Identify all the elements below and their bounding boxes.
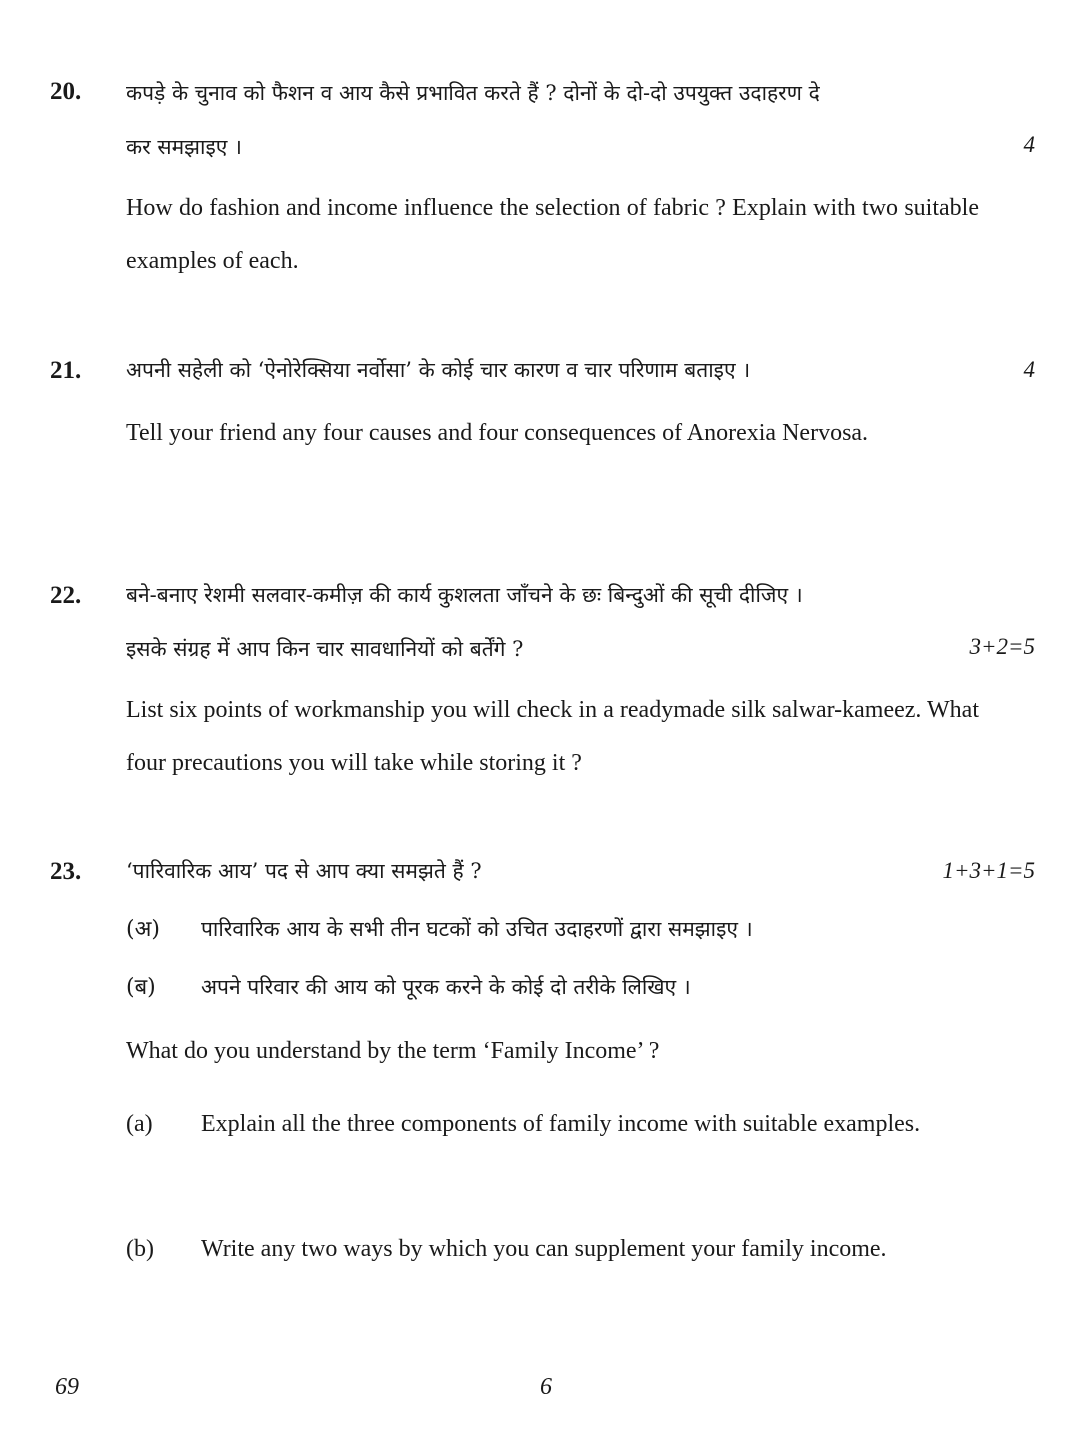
marks: 3+2=5 bbox=[969, 634, 1035, 659]
hindi-text bbox=[126, 343, 981, 397]
hindi-text bbox=[126, 66, 981, 174]
hindi-line: कर समझाइए । bbox=[126, 135, 243, 159]
subpart-label: (ब) bbox=[126, 975, 156, 1000]
hindi-line: इसके संग्रह में आप किन चार सावधानियों को बर्तेंगे ? bbox=[126, 637, 524, 661]
subpart-text: पारिवारिक आय के सभी तीन घटकों को उचित उदाहरणों द्वारा समझाइए । bbox=[201, 917, 753, 941]
paper-code: 69 bbox=[55, 1374, 79, 1400]
hindi-line: कपड़े के चुनाव को फैशन व आय कैसे प्रभावित करते हैं ? दोनों के दो-दो उपयुक्त उदाहरण दे bbox=[126, 81, 820, 105]
subpart-text: Write any two ways by which you can supplement your family income. bbox=[201, 1236, 887, 1262]
english-text: List six points of workmanship you will check in a readymade silk salwar-kameez. What four precautions you will take while storing it ? bbox=[126, 697, 979, 776]
question-number: 21. bbox=[50, 357, 82, 384]
hindi-text: ‘पारिवारिक आय’ पद से आप क्या समझते हैं ? bbox=[126, 859, 482, 883]
english-text: Tell your friend any four causes and four consequences of Anorexia Nervosa. bbox=[126, 420, 869, 446]
subpart-label: (a) bbox=[126, 1111, 153, 1137]
english-text: What do you understand by the term ‘Family Income’ ? bbox=[126, 1038, 660, 1064]
hindi-text bbox=[126, 568, 981, 676]
subpart-label: (अ) bbox=[126, 917, 160, 942]
question-number: 20. bbox=[50, 78, 82, 105]
subpart-text: Explain all the three components of family income with suitable examples. bbox=[201, 1111, 921, 1137]
hindi-line: अपनी सहेली को ‘ऐनोरेक्सिया नर्वोसा’ के कोई चार कारण व चार परिणाम बताइए । bbox=[126, 358, 751, 382]
marks: 1+3+1=5 bbox=[942, 858, 1035, 883]
marks: 4 bbox=[1023, 357, 1035, 382]
english-text: How do fashion and income influence the selection of fabric ? Explain with two suitable examples of each. bbox=[126, 195, 979, 274]
question-number: 22. bbox=[50, 582, 82, 609]
question-number: 23. bbox=[50, 858, 82, 885]
page-number: 6 bbox=[540, 1374, 552, 1400]
hindi-line: बने-बनाए रेशमी सलवार-कमीज़ की कार्य कुशलता जाँचने के छः बिन्दुओं की सूची दीजिए । bbox=[126, 583, 803, 607]
subpart-text: अपने परिवार की आय को पूरक करने के कोई दो तरीके लिखिए । bbox=[201, 975, 691, 999]
marks: 4 bbox=[1023, 132, 1035, 157]
subpart-label: (b) bbox=[126, 1236, 154, 1262]
